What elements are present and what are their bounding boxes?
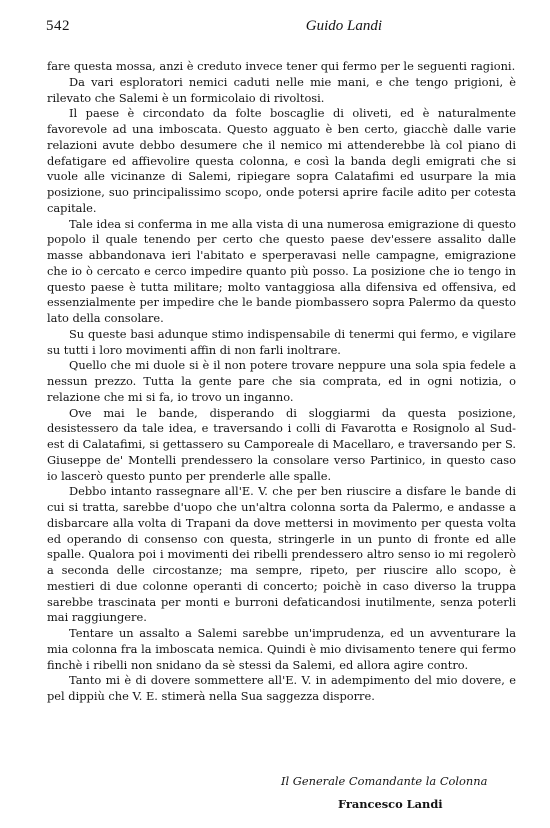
paragraph: Da vari esploratori nemici caduti nelle mie mani, e che tengo prigioni, è rilevato che Salemi è un formicolaio di rivoltosi. (47, 74, 516, 105)
paragraph: Su queste basi adunque stimo indispensabile di tenermi qui fermo, e vigilare su tutti i loro movimenti affin di non farli inoltrare. (47, 326, 516, 357)
page-number: 542 (46, 18, 70, 34)
paragraph: fare questa mossa, anzi è creduto invece tener qui fermo per le seguenti ragioni. (47, 59, 516, 73)
signature-role: Il Generale Comandante la Colonna (281, 774, 488, 788)
signature-name: Francesco Landi (338, 797, 443, 811)
paragraph: Tentare un assalto a Salemi sarebbe un'imprudenza, ed un avventurare la mia colonna fra la imboscata nemica. Quindi è mio divisamento tenere qui fermo finchè i ribelli non snidano da sè stessi da Salemi, ed allora agire contro. (47, 626, 516, 672)
body-text (47, 59, 516, 705)
paragraph: Ove mai le bande, disperando di sloggiarmi da questa posizione, desistessero da tale idea, e traversando i colli di Favarotta e Rosignolo al Sud-est di Calatafimi, si gettassero su Camporeale di Macellaro, e traversando per S. Giuseppe de' Montelli prendessero la consolare verso Partinico, in questo caso io lascerò questo punto per prenderle alle spalle. (47, 405, 516, 483)
paragraph: Quello che mi duole si è il non potere trovare neppure una sola spia fedele a nessun prezzo. Tutta la gente pare che sia comprata, ed in ogni notizia, o relazione che mi si fa, io trovo un inganno. (47, 358, 516, 404)
paragraph: Debbo intanto rassegnare all'E. V. che per ben riuscire a disfare le bande di cui si tratta, sarebbe d'uopo che un'altra colonna sorta da Palermo, e andasse a disbarcare alla volta di Trapani da dove mettersi in movimento per questa volta ed operando di consenso con questa, stringerle in un punto di fronte ed alle spalle. Qualora poi i movimenti dei ribelli prendessero altro senso io mi regolerò a seconda delle circostanze; ma sempre, ripeto, per riuscire allo scopo, è mestieri di due colonne operanti di concerto; poichè in caso diverso la truppa sarebbe trascinata per monti e burroni defaticandosi inutilmente, senza poterli mai raggiungere. (47, 484, 516, 625)
running-title: Guido Landi (305, 18, 382, 34)
page-header (46, 18, 500, 40)
paragraph: Tale idea si conferma in me alla vista di una numerosa emigrazione di questo popolo il quale tenendo per certo che questo paese dev'essere assalito dalle masse abbandonava ieri l'abitato e sperperavasi nelle campagne, emigrazione che io ò cercato e cerco impedire quanto più posso. La posizione che io tengo in questo paese è tutta militare; molto vantaggiosa alla difensiva ed offensiva, ed essenzialmente per impedire che le bande piombassero sopra Palermo da questo lato della consolare. (47, 216, 516, 325)
paragraph: Il paese è circondato da folte boscaglie di oliveti, ed è naturalmente favorevole ad una imboscata. Questo agguato è ben certo, giacchè dalle varie relazioni avute debbo desumere che il nemico mi attenderebbe là col piano di defatigare ed affievolire questa colonna, e così la banda degli emigrati che si vuole alle vicinanze di Salemi, ripiegare sopra Calatafimi ed usurpare la mia posizione, suo principalissimo scopo, onde potersi aprire facile adito per cotesta capitale. (47, 106, 516, 215)
paragraph: Tanto mi è di dovere sommettere all'E. V. in adempimento del mio dovere, e pel dippiù che V. E. stimerà nella Sua saggezza disporre. (47, 673, 516, 703)
